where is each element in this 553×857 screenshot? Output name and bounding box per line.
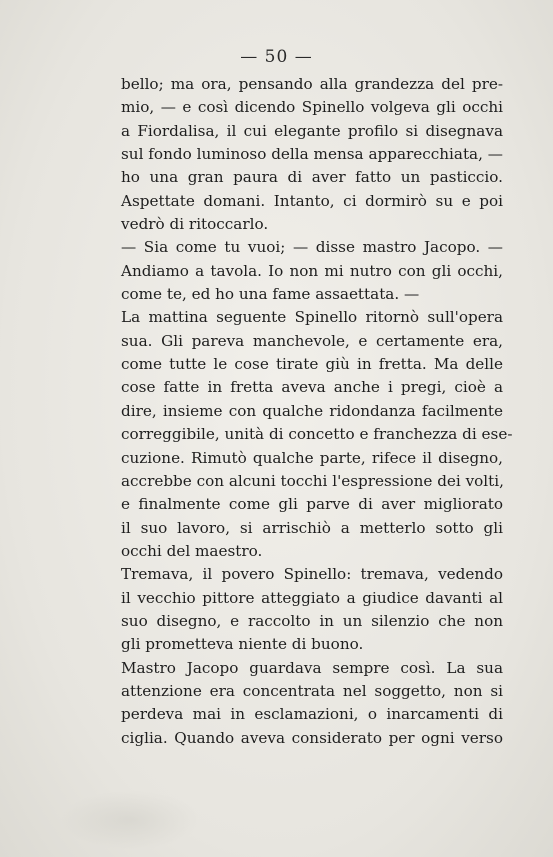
text-line: bello; ma ora, pensando alla grandezza del pre-: [121, 75, 503, 93]
text-line: il vecchio pittore atteggiato a giudice davanti al: [121, 588, 503, 607]
text-line: gli prometteva niente di buono.: [121, 635, 364, 654]
text-line: e finalmente come gli parve di aver migliorato: [121, 495, 503, 514]
text-line: dire, insieme con qualche ridondanza facilmente: [121, 401, 503, 420]
text-line: mio, — e così dicendo Spinello volgeva gli occhi: [121, 98, 503, 117]
page-text: [121, 73, 513, 750]
text-line: sua. Gli pareva manchevole, e certamente era,: [121, 331, 503, 350]
text-line: il suo lavoro, si arrischiò a metterlo sotto gli: [121, 518, 503, 537]
text-line: come tutte le cose tirate giù in fretta. Ma delle: [121, 355, 503, 374]
text-line: attenzione era concentrata nel soggetto, non si: [121, 681, 503, 700]
text-line: vedrò di ritoccarlo.: [121, 215, 269, 234]
text-line: Aspettate domani. Intanto, ci dormirò su e poi: [121, 191, 503, 210]
text-line: — Sia come tu vuoi; — disse mastro Jacopo. —: [121, 238, 503, 257]
text-line: cuzione. Rimutò qualche parte, rifece il disegno,: [121, 448, 503, 467]
text-line: come te, ed ho una fame assaettata. —: [121, 285, 420, 304]
text-line: ciglia. Quando aveva considerato per ogni verso: [121, 728, 503, 747]
text-line: ho una gran paura di aver fatto un pasticcio.: [121, 168, 503, 187]
page-number: — 50 —: [240, 47, 313, 67]
text-line: correggibile, unità di concetto e franchezza di ese-: [121, 425, 513, 444]
text-line: cose fatte in fretta aveva anche i pregi, cioè a: [121, 378, 503, 397]
text-line: perdeva mai in esclamazioni, o inarcamenti di: [121, 705, 503, 724]
text-line: occhi del maestro.: [121, 541, 263, 560]
text-line: accrebbe con alcuni tocchi l'espressione dei volti,: [121, 471, 504, 490]
text-line: Andiamo a tavola. Io non mi nutro con gli occhi,: [121, 261, 503, 280]
paper-stain: [60, 790, 200, 850]
text-line: suo disegno, e raccolto in un silenzio che non: [121, 611, 503, 630]
text-line: a Fiordalisa, il cui elegante profilo si disegnava: [121, 121, 503, 140]
text-line: Mastro Jacopo guardava sempre così. La sua: [121, 658, 503, 677]
text-line: Tremava, il povero Spinello: tremava, vedendo: [121, 565, 503, 584]
text-line: La mattina seguente Spinello ritornò sull'opera: [121, 308, 503, 327]
text-line: sul fondo luminoso della mensa apparecchiata, —: [121, 145, 503, 164]
